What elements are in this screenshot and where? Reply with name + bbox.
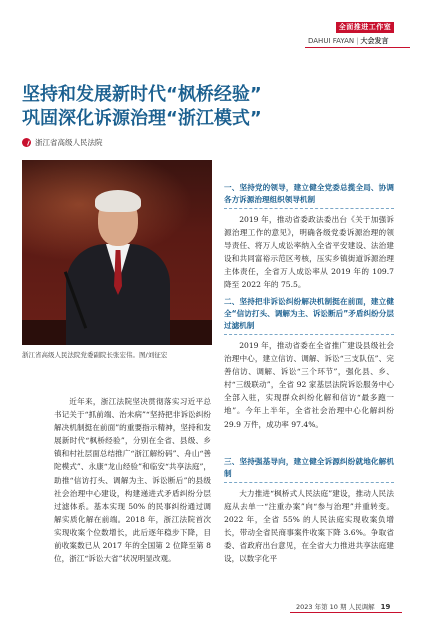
section-2-text: 2019 年，推动省委在全省推广建设县级社会治理中心，建立信访、调解、诉讼“三支队伍”、完善信访、调解、诉讼“三个环节”，强化县、乡、村“三级联动”，全省 92 家基层法院诉讼服务中心全部入驻，实现群众纠纷化解和信访“最多跑一地”。今年上半年，全省社会治理中心化解纠纷 29.9 万件，成功率 97.4%。 [224, 341, 394, 429]
left-column [54, 395, 211, 565]
section-1 [224, 182, 394, 292]
author-badge-icon [22, 138, 31, 147]
photo-caption: 浙江省高级人民法院党委副院长张宏伟。图/刘征宏 [22, 351, 168, 359]
article-title-line-1: 坚持和发展新时代“枫桥经验” [22, 84, 262, 105]
section-2 [224, 296, 394, 431]
magazine-en-name: DAHUI FAYAN [308, 37, 355, 45]
section-1-heading: 一、坚持党的领导，建立健全党委总揽全局、协调各方诉源治理组织领导机制 [224, 183, 394, 204]
section-1-text: 2019 年，推动省委政法委出台《关于加强诉源治理工作的意见》，明确各级党委诉源治理的领导责任、将万人成讼率纳入全省平安建设、法治建设和共同富裕示范区考核，压实乡镇街道诉源治理主体责任，全省万人成讼率从 2019 年的 109.7 降至 2022 年的 75.5。 [224, 215, 394, 290]
page-footer [296, 602, 390, 611]
article-title-line-2: 巩固深化诉源治理“浙江模式” [22, 108, 262, 129]
section-2-heading: 二、坚持把非诉讼纠纷解决机制挺在前面，建立健全“信访打头、调解为主、诉讼断后”矛盾纠纷分层过滤机制 [224, 297, 394, 330]
column-header: DAHUI FAYAN | 大会发言 [308, 37, 389, 45]
issue-info: 2023 年第 10 期 人民调解 [296, 603, 375, 611]
page-number: 19 [380, 603, 391, 611]
section-3 [224, 456, 394, 566]
intro-paragraph: 近年来，浙江法院坚决贯彻落实习近平总书记关于“抓前端、治未病”“坚持把非诉讼纠纷解决机制挺在前面”的重要指示精神，坚持和发展新时代“枫桥经验”，分别在全省、县级、乡镇和村社层面总结推广“浙江解纷码”、舟山“善陀模式”、永康“龙山经验”和临安“共享法庭”，助推“信访打头、调解为主、诉讼断后”的县级社会治理中心建设，构建递进式矛盾纠纷分层过滤体系。基本实现 50% 的民事纠纷通过调解实质化解在前端。2018 年，浙江法院首次实现收案个位数增长，此后逐年稳步下降，目前收案数已从 2017 年的全国第 2 位降至第 8 位，浙江“诉讼大省”状况明显改观。 [54, 397, 211, 564]
author-name: 浙江省高级人民法院 [35, 138, 103, 147]
section-tag: 大会发言 [360, 37, 389, 45]
article-author [22, 137, 103, 148]
footer-rule [290, 612, 402, 613]
section-3-text: 大力推进“枫桥式人民法庭”建设，推动人民法庭从去单一“注重办案”向“参与治理”并重转变。2022 年，全省 55% 的人民法庭实现收案负增长，带动全省民商事案件收案下降 3.6%。争取省委、省政府出台意见，在全省大力推进共享法庭建设，以数字化平 [224, 489, 394, 564]
speaker-photo [22, 160, 212, 345]
header-rule [305, 47, 410, 48]
column-badge: 全面推进工作室 [336, 22, 394, 33]
section-3-heading: 三、坚持强基导向，建立健全诉源纠纷就地化解机制 [224, 457, 394, 478]
